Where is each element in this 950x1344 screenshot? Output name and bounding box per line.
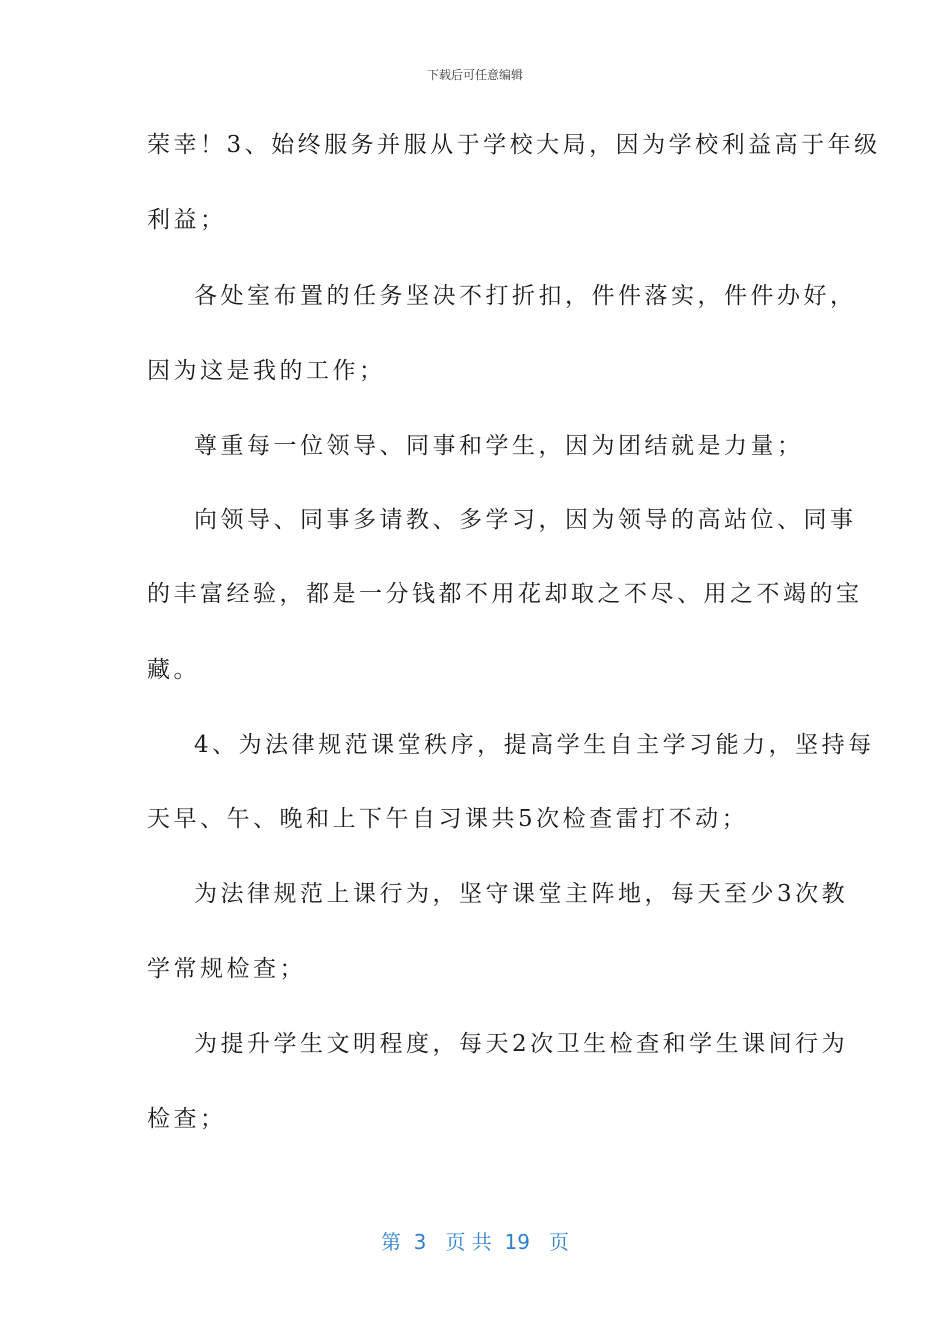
page-header: 下载后可任意编辑 bbox=[426, 68, 523, 82]
body-line-14: 检查； bbox=[147, 1106, 227, 1132]
body-line-12: 学常规检查； bbox=[147, 956, 306, 982]
body-line-5: 尊重每一位领导、同事和学生，因为团结就是力量； bbox=[194, 433, 804, 459]
body-line-7: 的丰富经验，都是一分钱都不用花却取之不尽、用之不竭的宝 bbox=[147, 581, 863, 607]
body-line-4: 因为这是我的工作； bbox=[147, 358, 386, 384]
body-line-6: 向领导、同事多请教、多学习，因为领导的高站位、同事 bbox=[194, 507, 857, 533]
body-line-10: 天早、午、晚和上下午自习课共5次检查雷打不动； bbox=[147, 806, 749, 832]
body-line-11: 为法律规范上课行为，坚守课堂主阵地，每天至少3次教 bbox=[194, 881, 849, 907]
body-line-13: 为提升学生文明程度，每天2次卫生检查和学生课间行为 bbox=[194, 1031, 849, 1057]
body-line-3: 各处室布置的任务坚决不打折扣，件件落实，件件办好， bbox=[194, 283, 857, 309]
page-footer: 第 3 页 共 19 页 bbox=[380, 1230, 570, 1254]
body-line-1: 荣幸！3、始终服务并服从于学校大局，因为学校利益高于年级 bbox=[147, 132, 881, 158]
body-line-2: 利益； bbox=[147, 207, 227, 233]
body-line-8: 藏。 bbox=[147, 657, 200, 683]
body-line-9: 4、为法律规范课堂秩序，提高学生自主学习能力，坚持每 bbox=[194, 732, 875, 758]
